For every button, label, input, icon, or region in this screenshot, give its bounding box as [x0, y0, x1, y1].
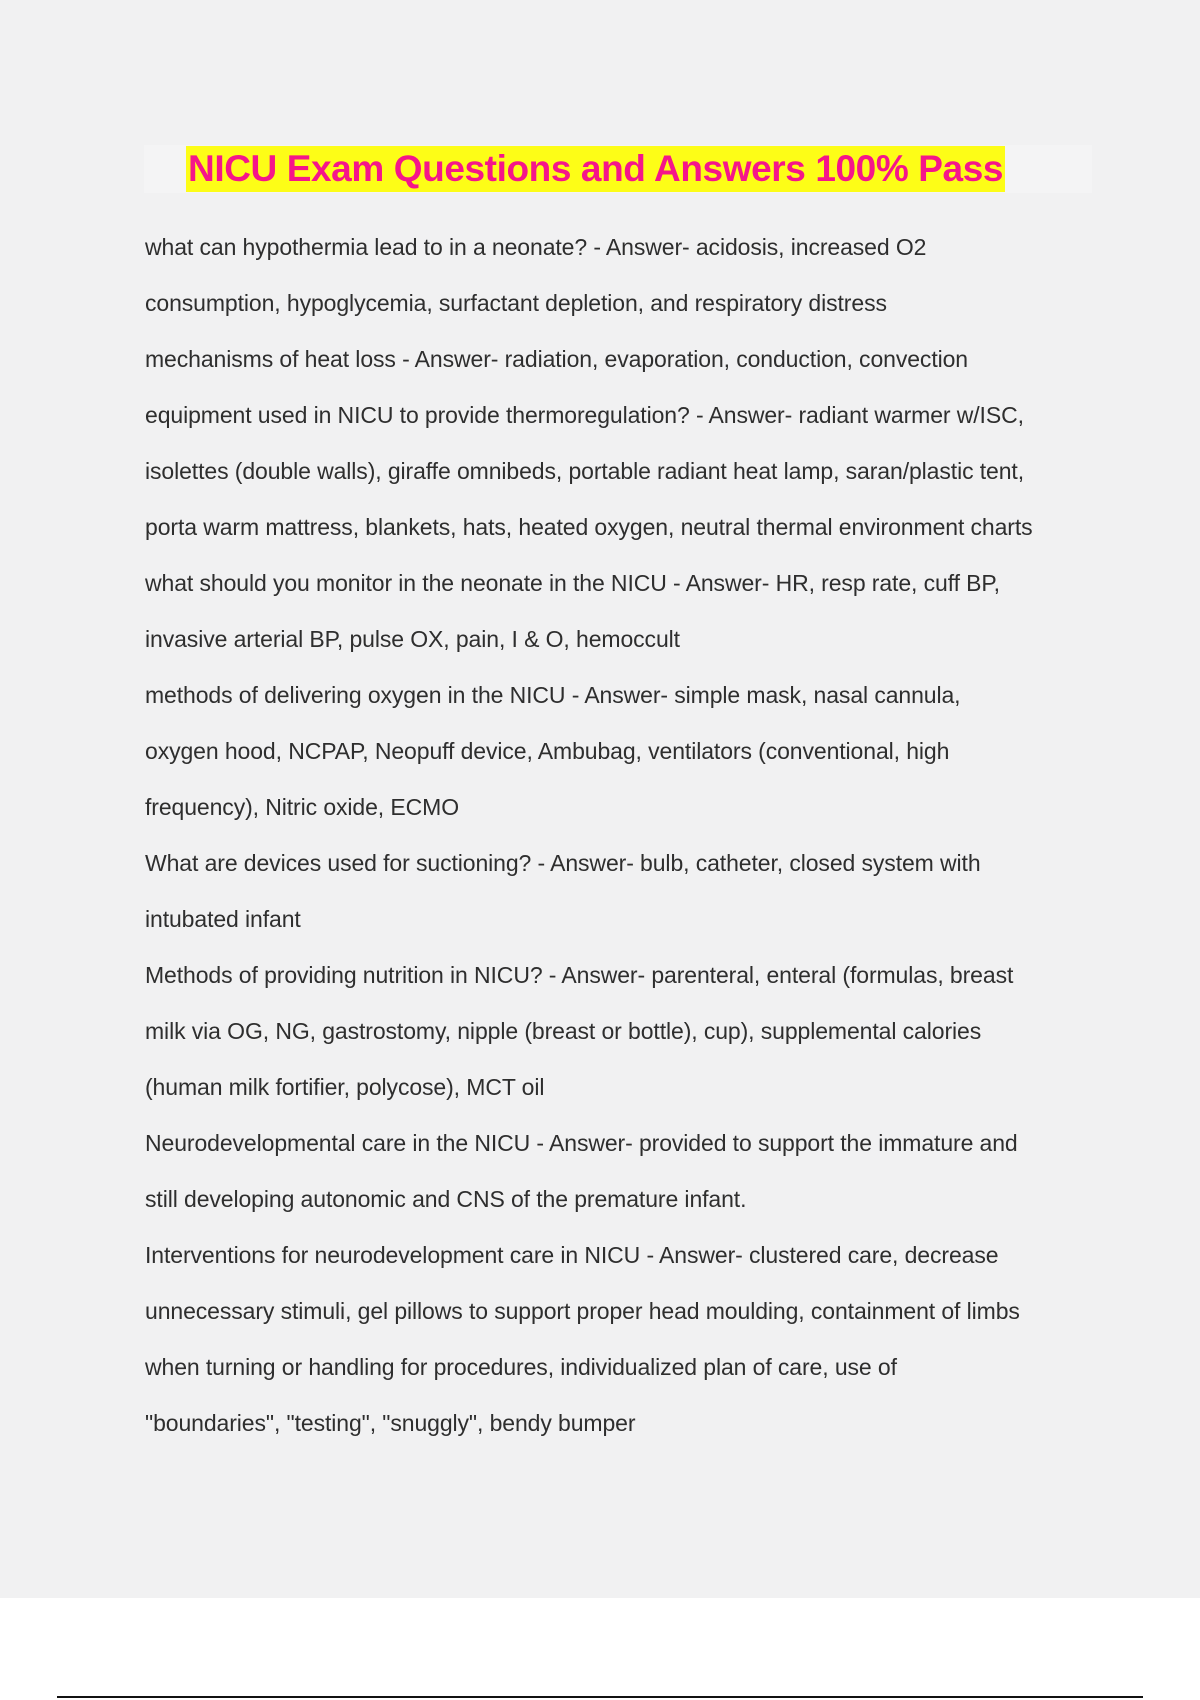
qa-line: milk via OG, NG, gastrostomy, nipple (breast or bottle), cup), supplemental calories: [145, 1018, 982, 1044]
qa-line: consumption, hypoglycemia, surfactant depletion, and respiratory distress: [145, 290, 887, 316]
qa-line: (human milk fortifier, polycose), MCT oil: [145, 1074, 545, 1100]
document-title: NICU Exam Questions and Answers 100% Pass: [186, 146, 1005, 192]
qa-line: methods of delivering oxygen in the NICU - Answer- simple mask, nasal cannula,: [145, 682, 961, 708]
qa-line: Methods of providing nutrition in NICU? - Answer- parenteral, enteral (formulas, breast: [145, 962, 1014, 988]
qa-line: frequency), Nitric oxide, ECMO: [145, 794, 459, 820]
qa-line: unnecessary stimuli, gel pillows to support proper head moulding, containment of limbs: [145, 1298, 1020, 1324]
qa-line: Neurodevelopmental care in the NICU - Answer- provided to support the immature and: [145, 1130, 1018, 1156]
qa-line: porta warm mattress, blankets, hats, heated oxygen, neutral thermal environment charts: [145, 514, 1033, 540]
qa-line: still developing autonomic and CNS of the premature infant.: [145, 1186, 747, 1212]
qa-line: what can hypothermia lead to in a neonate? - Answer- acidosis, increased O2: [145, 234, 927, 260]
qa-line: equipment used in NICU to provide thermoregulation? - Answer- radiant warmer w/ISC,: [145, 402, 1024, 428]
qa-line: "boundaries", "testing", "snuggly", bendy bumper: [145, 1410, 636, 1436]
page-divider-line: [57, 1696, 1143, 1698]
qa-line: intubated infant: [145, 906, 301, 932]
qa-line: oxygen hood, NCPAP, Neopuff device, Ambubag, ventilators (conventional, high: [145, 738, 950, 764]
qa-line: invasive arterial BP, pulse OX, pain, I & O, hemoccult: [145, 626, 680, 652]
qa-line: what should you monitor in the neonate in the NICU - Answer- HR, resp rate, cuff BP,: [145, 570, 1000, 596]
qa-content: [145, 224, 1095, 1456]
qa-line: What are devices used for suctioning? - Answer- bulb, catheter, closed system with: [145, 850, 981, 876]
qa-line: when turning or handling for procedures, individualized plan of care, use of: [145, 1354, 897, 1380]
qa-line: isolettes (double walls), giraffe omnibeds, portable radiant heat lamp, saran/plastic tent,: [145, 458, 1025, 484]
qa-line: Interventions for neurodevelopment care in NICU - Answer- clustered care, decrease: [145, 1242, 999, 1268]
qa-line: mechanisms of heat loss - Answer- radiation, evaporation, conduction, convection: [145, 346, 968, 372]
